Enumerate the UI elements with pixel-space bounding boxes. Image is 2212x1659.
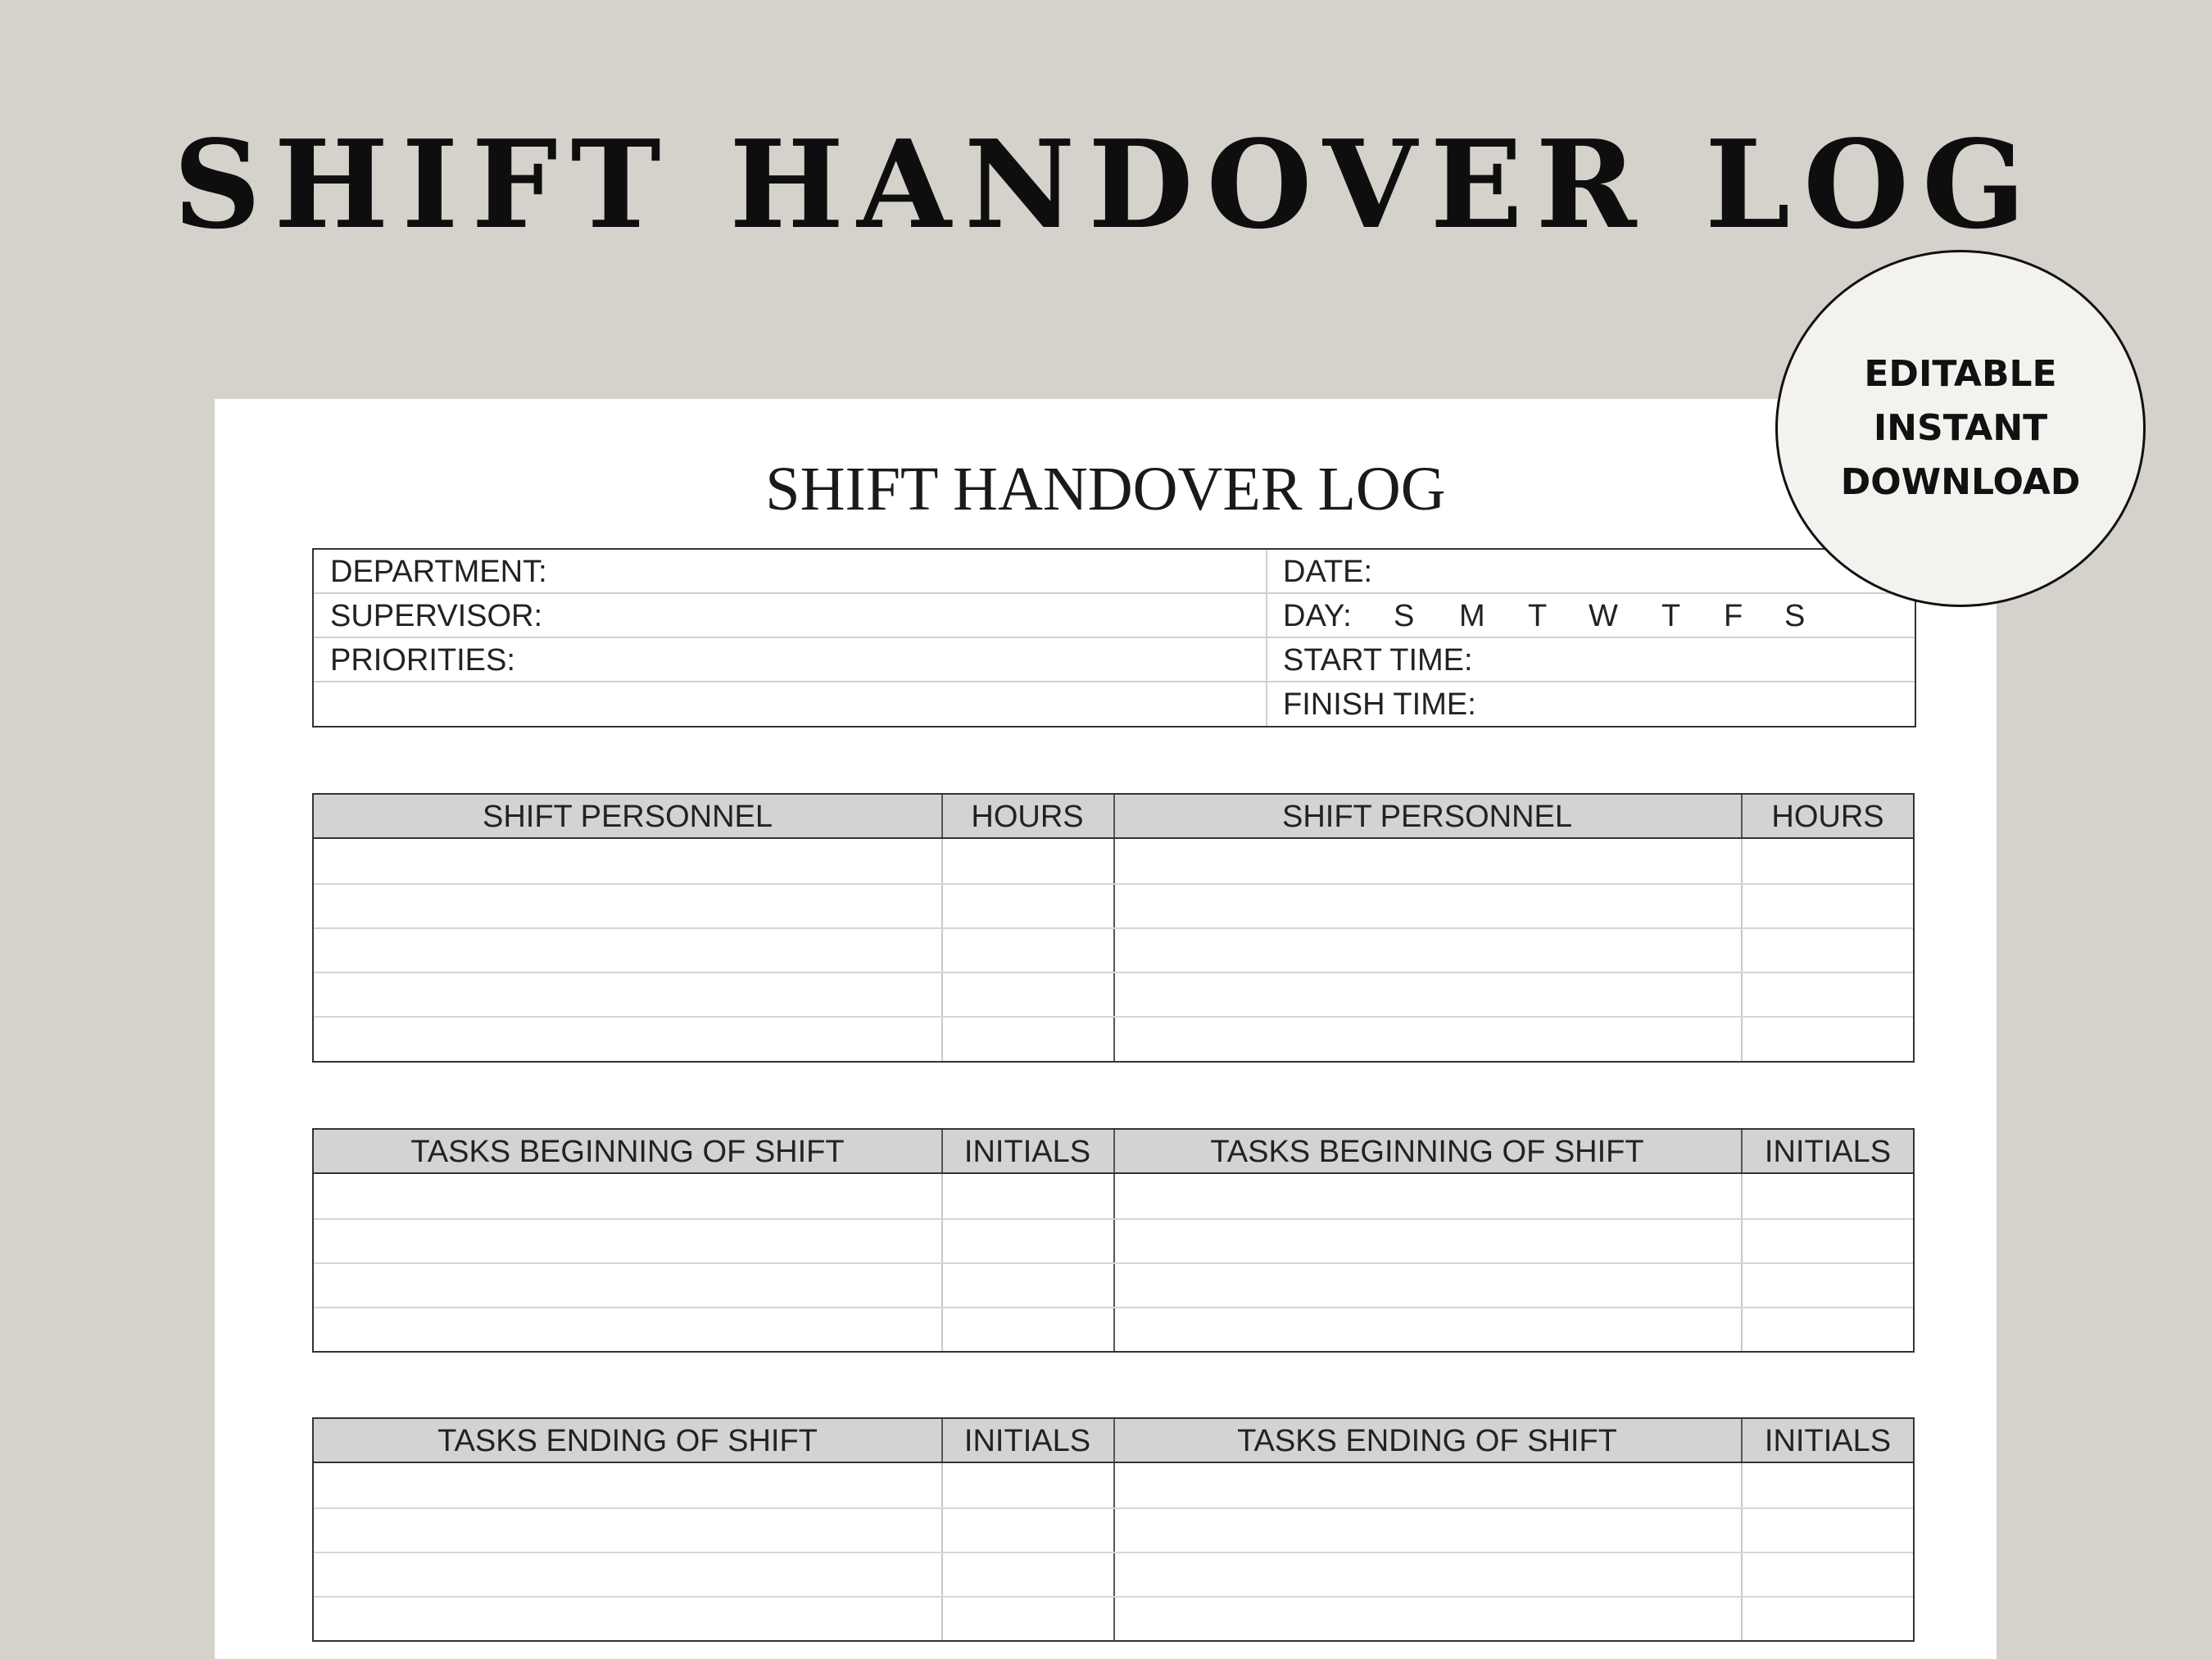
column-header-initials: INITIALS: [963, 1135, 1091, 1169]
badge-line-instant: INSTANT: [1873, 407, 2048, 449]
info-row-priorities: [314, 638, 1915, 682]
table-row[interactable]: [314, 1307, 1913, 1308]
column-header-tasks-beginning: TASKS BEGINNING OF SHIFT: [410, 1135, 845, 1169]
column-header-tasks-ending: TASKS ENDING OF SHIFT: [437, 1424, 818, 1458]
info-box: [312, 548, 1916, 728]
day-sunday[interactable]: S: [1394, 599, 1415, 633]
day-tuesday[interactable]: T: [1528, 599, 1548, 633]
tasks-ending-table: [312, 1417, 1915, 1642]
table-row[interactable]: [314, 972, 1913, 973]
personnel-table-header: [314, 795, 1913, 839]
badge-line-editable: EDITABLE: [1864, 353, 2057, 395]
day-label: DAY:: [1283, 599, 1352, 633]
table-row[interactable]: [314, 1596, 1913, 1598]
day-saturday[interactable]: S: [1784, 599, 1806, 633]
date-label: DATE:: [1283, 555, 1373, 589]
document-page: [215, 399, 1997, 1659]
table-row[interactable]: [314, 1218, 1913, 1220]
editable-download-badge: [1775, 250, 2146, 607]
table-row[interactable]: [314, 883, 1913, 885]
department-label: DEPARTMENT:: [330, 555, 547, 589]
column-header-tasks-beginning-2: TASKS BEGINNING OF SHIFT: [1210, 1135, 1644, 1169]
column-header-initials-3: INITIALS: [963, 1424, 1091, 1458]
tasks-beginning-table-header: [314, 1130, 1913, 1174]
info-row-department: [314, 550, 1915, 594]
column-header-hours-2: HOURS: [1771, 800, 1884, 834]
supervisor-label: SUPERVISOR:: [330, 599, 543, 633]
priorities-label: PRIORITIES:: [330, 643, 515, 678]
table-row[interactable]: [314, 927, 1913, 929]
table-row[interactable]: [314, 1552, 1913, 1553]
column-header-hours: HOURS: [971, 800, 1084, 834]
column-header-initials-2: INITIALS: [1764, 1135, 1892, 1169]
column-header-initials-4: INITIALS: [1764, 1424, 1892, 1458]
column-header-shift-personnel-2: SHIFT PERSONNEL: [1281, 800, 1573, 834]
table-row[interactable]: [314, 1507, 1913, 1509]
document-title: SHIFT HANDOVER LOG: [765, 455, 1446, 524]
day-friday[interactable]: F: [1724, 599, 1743, 633]
tasks-beginning-table: [312, 1128, 1915, 1353]
day-thursday[interactable]: T: [1661, 599, 1681, 633]
tasks-ending-table-header: [314, 1419, 1913, 1463]
column-header-tasks-ending-2: TASKS ENDING OF SHIFT: [1237, 1424, 1617, 1458]
day-monday[interactable]: M: [1459, 599, 1485, 633]
badge-line-download: DOWNLOAD: [1840, 461, 2081, 503]
banner-title: SHIFT HANDOVER LOG: [173, 113, 2039, 256]
finish-time-label: FINISH TIME:: [1283, 687, 1476, 722]
table-row[interactable]: [314, 1262, 1913, 1264]
start-time-label: START TIME:: [1283, 643, 1473, 678]
table-row[interactable]: [314, 1016, 1913, 1018]
info-row-finish: [314, 682, 1915, 727]
column-header-shift-personnel: SHIFT PERSONNEL: [482, 800, 773, 834]
personnel-table: [312, 793, 1915, 1063]
info-row-supervisor: [314, 594, 1915, 638]
day-wednesday[interactable]: W: [1589, 599, 1618, 633]
